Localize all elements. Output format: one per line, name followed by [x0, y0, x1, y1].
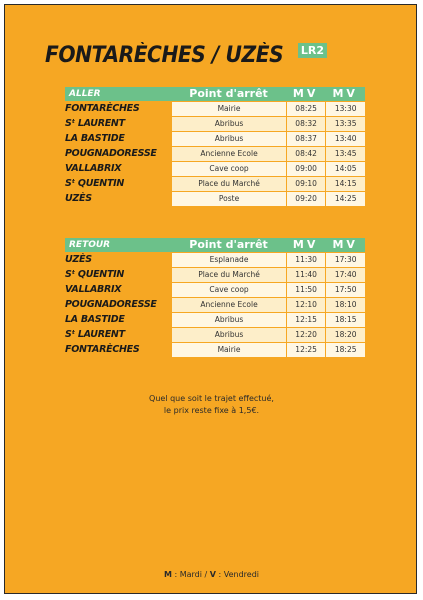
town-name: FONTARÈCHES — [65, 342, 171, 357]
stop-name: Ancienne Ecole — [171, 297, 286, 312]
schedule-row — [65, 101, 365, 116]
stop-name: Cave coop — [171, 282, 286, 297]
retour-table — [65, 238, 365, 357]
schedule-row — [65, 282, 365, 297]
day-legend — [5, 570, 418, 579]
timetable-page — [4, 4, 417, 594]
stop-name: Place du Marché — [171, 176, 286, 191]
aller-header-row — [65, 87, 365, 101]
departure-time: 12:15 — [286, 312, 326, 327]
legend-v-label: : Vendredi — [215, 570, 260, 579]
departure-time: 11:30 — [286, 252, 326, 267]
town-name: Sᵗ LAURENT — [65, 327, 171, 342]
town-name: VALLABRIX — [65, 282, 171, 297]
departure-time: 12:20 — [286, 327, 326, 342]
stop-name: Esplanade — [171, 252, 286, 267]
retour-rows — [65, 252, 365, 357]
departure-time: 13:40 — [325, 131, 365, 146]
price-note-line-2: le prix reste fixe à 1,5€. — [163, 406, 260, 415]
schedule-row — [65, 161, 365, 176]
departure-time: 12:25 — [286, 342, 326, 357]
retour-header-row — [65, 238, 365, 252]
schedule-row — [65, 116, 365, 131]
town-name: POUGNADORESSE — [65, 146, 171, 161]
schedule-row — [65, 267, 365, 282]
town-name: UZÈS — [65, 191, 171, 206]
stop-name: Ancienne Ecole — [171, 146, 286, 161]
town-name: LA BASTIDE — [65, 131, 171, 146]
town-name: POUGNADORESSE — [65, 297, 171, 312]
departure-time: 09:10 — [286, 176, 326, 191]
retour-mv-header-1: MV — [286, 238, 326, 252]
stop-name: Abribus — [171, 327, 286, 342]
town-name: LA BASTIDE — [65, 312, 171, 327]
title-row — [45, 43, 327, 68]
stop-name: Place du Marché — [171, 267, 286, 282]
schedule-row — [65, 297, 365, 312]
departure-time: 18:25 — [325, 342, 365, 357]
price-note — [5, 393, 418, 417]
schedule-row — [65, 342, 365, 357]
schedule-row — [65, 146, 365, 161]
departure-time: 13:45 — [325, 146, 365, 161]
stop-name: Cave coop — [171, 161, 286, 176]
stop-name: Mairie — [171, 101, 286, 116]
aller-direction-label: ALLER — [65, 87, 171, 101]
departure-time: 17:50 — [325, 282, 365, 297]
line-badge: LR2 — [298, 43, 327, 58]
departure-time: 11:50 — [286, 282, 326, 297]
town-name: VALLABRIX — [65, 161, 171, 176]
retour-mv-header-2: MV — [325, 238, 365, 252]
departure-time: 18:20 — [325, 327, 365, 342]
departure-time: 18:10 — [325, 297, 365, 312]
legend-m-key: M — [163, 570, 172, 579]
schedule-row — [65, 191, 365, 206]
departure-time: 13:35 — [325, 116, 365, 131]
departure-time: 08:25 — [286, 101, 326, 116]
town-name: FONTARÈCHES — [65, 101, 171, 116]
stop-name: Poste — [171, 191, 286, 206]
town-name: Sᵗ QUENTIN — [65, 176, 171, 191]
schedule-row — [65, 131, 365, 146]
departure-time: 08:32 — [286, 116, 326, 131]
schedule-row — [65, 252, 365, 267]
departure-time: 08:42 — [286, 146, 326, 161]
schedule-row — [65, 312, 365, 327]
departure-time: 09:20 — [286, 191, 326, 206]
aller-mv-header-2: MV — [325, 87, 365, 101]
stop-name: Abribus — [171, 116, 286, 131]
retour-stop-header: Point d'arrêt — [171, 238, 286, 252]
aller-mv-header-1: MV — [286, 87, 326, 101]
departure-time: 17:40 — [325, 267, 365, 282]
town-name: Sᵗ LAURENT — [65, 116, 171, 131]
town-name: UZÈS — [65, 252, 171, 267]
departure-time: 09:00 — [286, 161, 326, 176]
schedule-row — [65, 176, 365, 191]
departure-time: 18:15 — [325, 312, 365, 327]
price-note-line-1: Quel que soit le trajet effectué, — [149, 394, 274, 403]
aller-table — [65, 87, 365, 206]
departure-time: 08:37 — [286, 131, 326, 146]
departure-time: 12:10 — [286, 297, 326, 312]
aller-rows — [65, 101, 365, 206]
departure-time: 14:25 — [325, 191, 365, 206]
stop-name: Abribus — [171, 312, 286, 327]
stop-name: Abribus — [171, 131, 286, 146]
retour-direction-label: RETOUR — [65, 238, 171, 252]
departure-time: 14:15 — [325, 176, 365, 191]
stop-name: Mairie — [171, 342, 286, 357]
page-title: FONTARÈCHES / UZÈS — [45, 43, 284, 68]
departure-time: 17:30 — [325, 252, 365, 267]
aller-stop-header: Point d'arrêt — [171, 87, 286, 101]
town-name: Sᵗ QUENTIN — [65, 267, 171, 282]
departure-time: 13:30 — [325, 101, 365, 116]
legend-m-label: : Mardi / — [171, 570, 210, 579]
departure-time: 14:05 — [325, 161, 365, 176]
departure-time: 11:40 — [286, 267, 326, 282]
schedule-row — [65, 327, 365, 342]
legend-v-key: V — [209, 570, 216, 579]
